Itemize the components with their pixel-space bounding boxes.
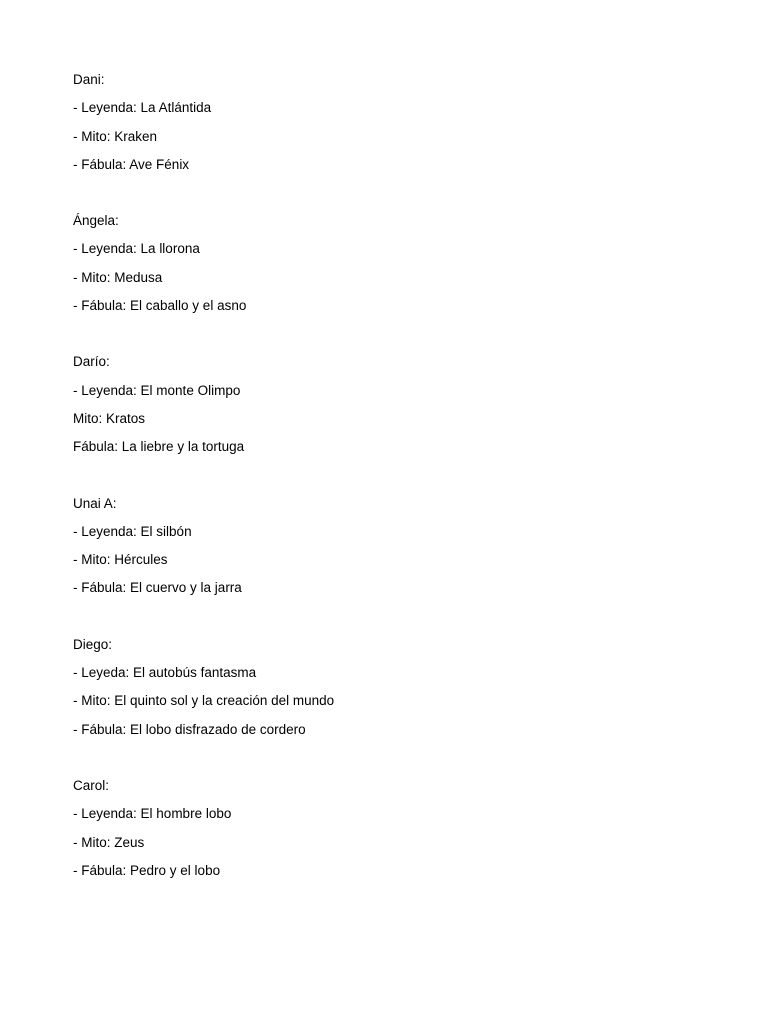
student-name: Diego: [73,636,113,652]
student-entry [73,490,693,603]
fable-line: - Fábula: Ave Fénix [73,156,190,172]
student-name: Darío: [73,354,110,370]
myth-line: - Mito: Medusa [73,269,163,285]
myth-line: Mito: Kratos [73,410,146,426]
myth-line: - Mito: Hércules [73,552,168,568]
myth-line: - Mito: Zeus [73,834,145,850]
student-name: Unai A: [73,495,117,511]
legend-line: - Leyenda: La Atlántida [73,100,212,116]
myth-line: - Mito: El quinto sol y la creación del mundo [73,693,335,709]
legend-line: - Leyenda: El hombre lobo [73,806,232,822]
myth-line: - Mito: Kraken [73,128,158,144]
student-entry [73,348,693,461]
fable-line: Fábula: La liebre y la tortuga [73,439,245,455]
student-name: Carol: [73,777,110,793]
student-name: Ángela: [73,213,119,229]
student-entry [73,207,693,320]
legend-line: - Leyenda: El silbón [73,523,192,539]
student-name: Dani: [73,72,105,87]
legend-line: - Leyenda: El monte Olimpo [73,382,241,398]
document-page [73,66,693,913]
fable-line: - Fábula: El lobo disfrazado de cordero [73,721,306,737]
fable-line: - Fábula: El caballo y el asno [73,298,247,314]
legend-line: - Leyeda: El autobús fantasma [73,665,257,681]
student-entry [73,772,693,885]
fable-line: - Fábula: Pedro y el lobo [73,862,221,878]
fable-line: - Fábula: El cuervo y la jarra [73,580,242,596]
legend-line: - Leyenda: La llorona [73,241,200,257]
student-entry [73,66,693,179]
student-entry [73,631,693,744]
